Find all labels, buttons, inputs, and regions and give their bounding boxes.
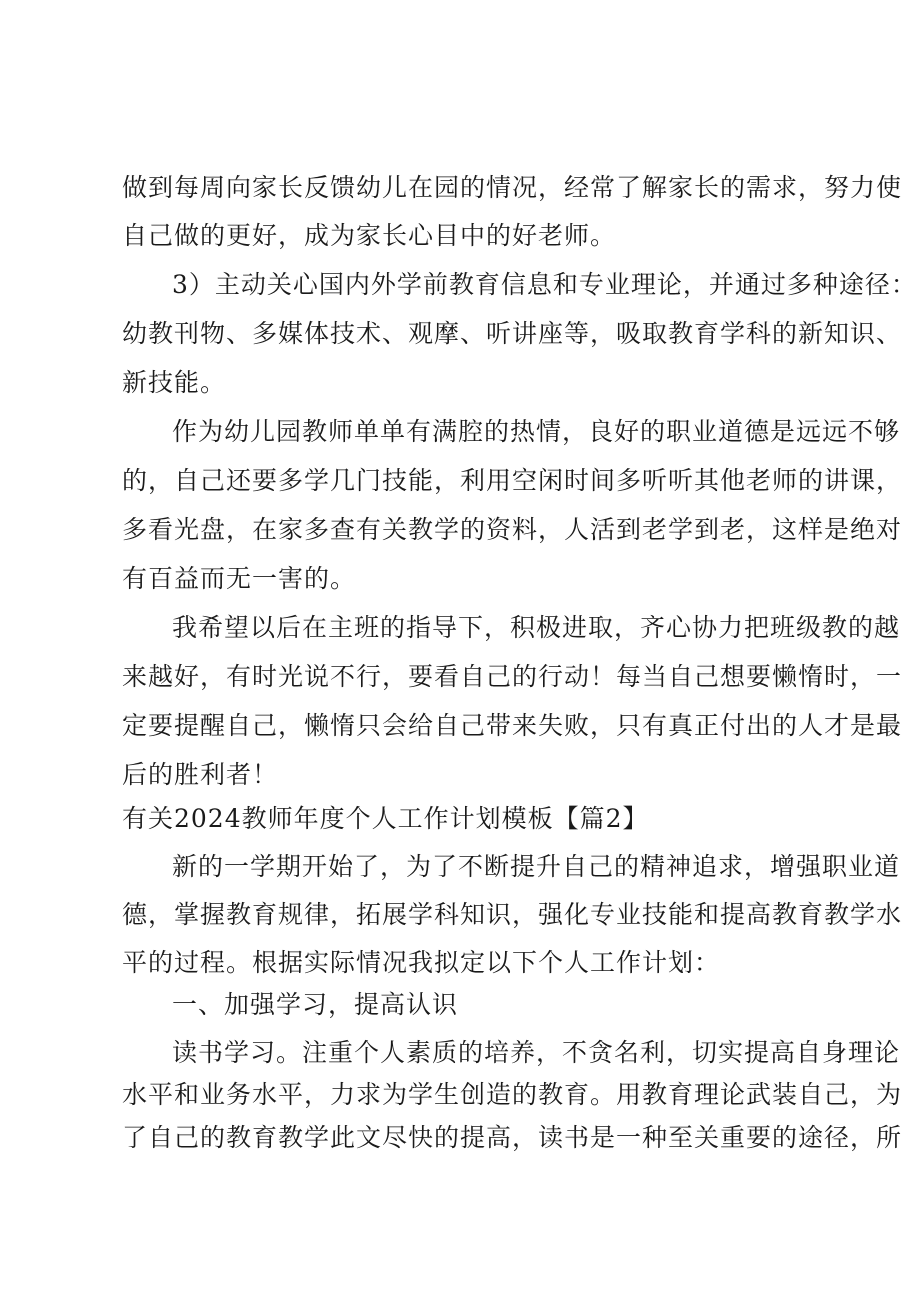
paragraph-line: 水平和业务水平，力求为学生创造的教育。用教育理论武装自己，为 [122,1080,903,1109]
paragraph-line: 多看光盘，在家多查有关教学的资料，人活到老学到老，这样是绝对 [122,515,903,544]
paragraph-line: 作为幼儿园教师单单有满腔的热情，良好的职业道德是远远不够 [172,417,901,446]
paragraph-line: 来越好，有时光说不行，要看自己的行动！每当自己想要懒惰时，一 [122,662,903,691]
paragraph-line: 后的胜利者！ [122,760,279,789]
paragraph-line: 定要提醒自己，懒惰只会给自己带来失败，只有真正付出的人才是最 [122,711,903,740]
paragraph-line: 了自己的教育教学此文尽快的提高，读书是一种至关重要的途径，所 [122,1123,903,1152]
paragraph-line: 的，自己还要多学几门技能，利用空闲时间多听听其他老师的讲课， [122,466,903,495]
paragraph-line: 自己做的更好，成为家长心目中的好老师。 [122,221,617,250]
paragraph-line: 新技能。 [122,368,227,397]
paragraph-line: 平的过程。根据实际情况我拟定以下个人工作计划： [122,948,721,977]
section-heading: 有关2024教师年度个人工作计划模板【篇2】 [122,804,649,833]
paragraph-line: 读书学习。注重个人素质的培养，不贪名利，切实提高自身理论 [172,1038,901,1067]
paragraph-line: 3）主动关心国内外学前教育信息和专业理论，并通过多种途径： [172,270,917,299]
paragraph-line: 我希望以后在主班的指导下，积极进取，齐心协力把班级教的越 [172,613,901,642]
paragraph-line: 德，掌握教育规律，拓展学科知识，强化专业技能和提高教育教学水 [122,900,903,929]
paragraph-line: 新的一学期开始了，为了不断提升自己的精神追求，增强职业道 [172,852,901,881]
subheading: 一、加强学习，提高认识 [172,990,459,1019]
paragraph-line: 有百益而无一害的。 [122,564,357,593]
paragraph-line: 幼教刊物、多媒体技术、观摩、听讲座等，吸取教育学科的新知识、 [122,319,903,348]
paragraph-line: 做到每周向家长反馈幼儿在园的情况，经常了解家长的需求，努力使 [122,173,903,202]
